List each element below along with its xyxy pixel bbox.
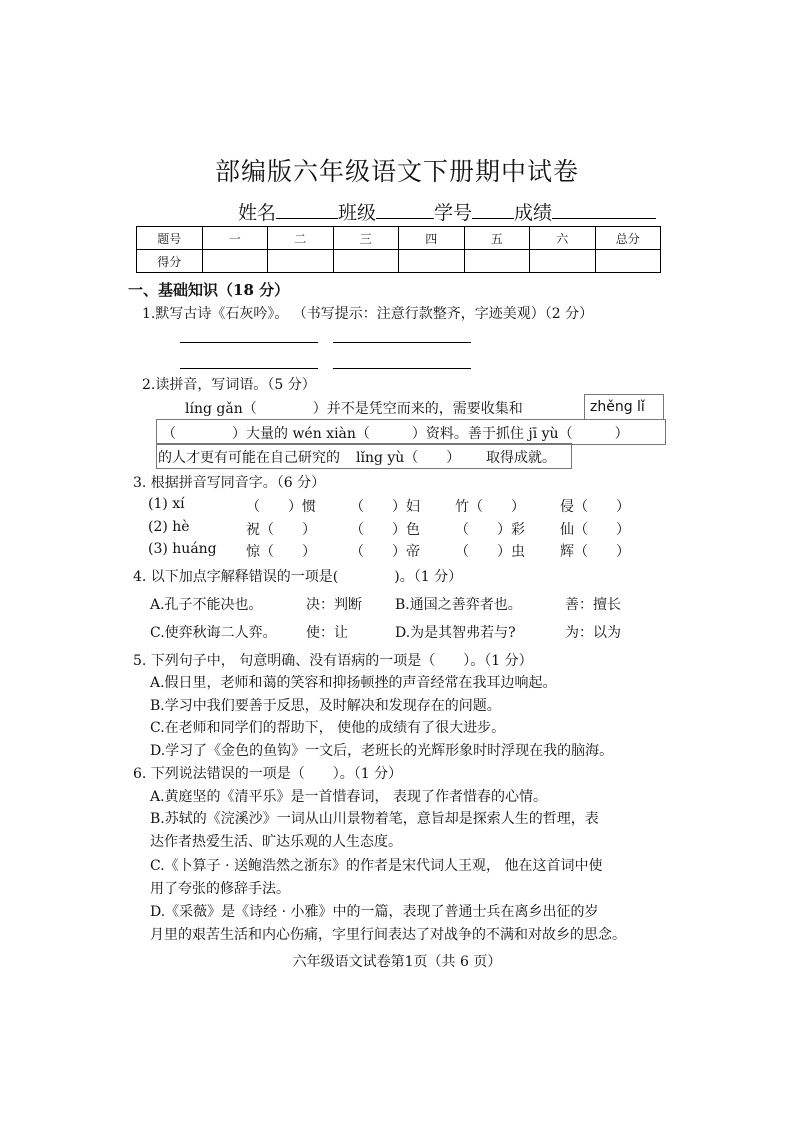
- q3-blank[interactable]: 侵（ ）: [560, 499, 630, 515]
- page-footer: 六年级语文试卷第1页（共 6 页）: [292, 954, 502, 970]
- q6-option-c[interactable]: C.《卜算子 · 送鲍浩然之浙东》的作者是宋代词人王观， 他在这首词中使: [150, 858, 603, 874]
- q3-blank[interactable]: 祝（ ）: [246, 522, 316, 538]
- name-label: 姓名: [238, 202, 277, 224]
- q3-blank[interactable]: （ ）虫: [455, 544, 525, 560]
- q4-option-b[interactable]: B.通国之善弈者也。: [395, 597, 522, 613]
- q4-option-c[interactable]: C.使弈秋诲二人弈。: [150, 625, 277, 641]
- q4-option-a[interactable]: A.孔子不能决也。: [150, 597, 263, 613]
- answer-line[interactable]: [333, 368, 471, 369]
- q2-zheng-li: zhěng lǐ: [590, 399, 645, 415]
- score-table-cell: 题号: [137, 227, 203, 250]
- answer-line[interactable]: [180, 368, 318, 369]
- q3-blank[interactable]: 竹（ ）: [455, 499, 525, 515]
- score-input-cell[interactable]: [595, 250, 661, 273]
- score-table-cell: 一: [202, 227, 268, 250]
- id-blank[interactable]: [472, 200, 514, 219]
- class-blank[interactable]: [376, 200, 434, 219]
- score-input-cell[interactable]: [333, 250, 399, 273]
- q3-blank[interactable]: （ ）色: [350, 522, 420, 538]
- q3-pinyin: (2) hè: [148, 519, 190, 535]
- q6-prompt: 6. 下列说法错误的一项是（ ）。（1 分）: [133, 766, 403, 782]
- q4-option-a-explain: 决：判断: [306, 597, 362, 613]
- score-table-score-row: [137, 250, 661, 273]
- q5-option-a[interactable]: A.假日里，老师和蔼的笑容和抑扬顿挫的声音经常在我耳边响起。: [150, 675, 557, 691]
- id-label: 学号: [434, 202, 473, 224]
- q3-blank[interactable]: （ ）彩: [455, 522, 525, 538]
- score-input-cell[interactable]: [464, 250, 530, 273]
- q6-option-d[interactable]: D.《采薇》是《诗经 · 小雅》中的一篇，表现了普通士兵在离乡出征的岁: [150, 904, 599, 920]
- answer-line[interactable]: [333, 342, 471, 343]
- q2-prompt: 2.读拼音，写词语。（5 分）: [142, 377, 316, 393]
- q3-pinyin: (1) xí: [148, 496, 185, 512]
- q3-blank[interactable]: （ ）惯: [246, 499, 316, 515]
- q3-blank[interactable]: 仙（ ）: [560, 522, 630, 538]
- section-heading: 一、基础知识（18 分）: [128, 281, 290, 299]
- q2-line1: líng gǎn（ ）并不是凭空而来的，需要收集和: [185, 401, 523, 417]
- q6-option-a[interactable]: A.黄庭坚的《清平乐》是一首惜春词， 表现了作者惜春的心情。: [150, 789, 548, 805]
- q3-blank[interactable]: （ ）帝: [350, 544, 420, 560]
- score-input-cell[interactable]: [202, 250, 268, 273]
- score-table: [136, 226, 661, 273]
- q3-blank[interactable]: 辉（ ）: [560, 544, 630, 560]
- q4-option-b-explain: 善：擅长: [565, 597, 621, 613]
- q4-prompt: 4. 以下加点字解释错误的一项是( )。（1 分）: [133, 569, 463, 585]
- q4-option-d[interactable]: D.为是其智弗若与?: [395, 625, 516, 641]
- class-label: 班级: [338, 202, 377, 224]
- q3-blank[interactable]: （ ）妇: [350, 499, 420, 515]
- q3-pinyin: (3) huáng: [148, 541, 217, 557]
- score-table-cell: 四: [399, 227, 465, 250]
- score-table-cell: 五: [464, 227, 530, 250]
- q4-option-d-explain: 为：以为: [565, 625, 621, 641]
- page-title: 部编版六年级语文下册期中试卷: [214, 157, 579, 186]
- q5-option-d[interactable]: D.学习了《金色的鱼钩》一文后，老班长的光辉形象时时浮现在我的脑海。: [150, 743, 614, 759]
- score-table-cell: 得分: [137, 250, 203, 273]
- q5-prompt: 5. 下列句子中， 句意明确、没有语病的一项是（ ）。（1 分）: [133, 653, 533, 669]
- name-blank[interactable]: [276, 200, 338, 219]
- q2-line3b: 取得成就。: [486, 450, 556, 466]
- score-input-cell[interactable]: [399, 250, 465, 273]
- q6-option-d-cont: 月里的艰苦生活和内心伤痛，字里行间表达了对战争的不满和对故乡的思念。: [150, 927, 626, 943]
- q1-prompt: 1.默写古诗《石灰吟》。 （书写提示：注意行款整齐，字迹美观）（2 分）: [142, 306, 594, 322]
- q3-prompt: 3. 根据拼音写同音字。（6 分）: [133, 475, 326, 491]
- q2-ling-yu: lǐng yù（ ）: [356, 450, 461, 466]
- q4-option-c-explain: 使：让: [306, 625, 348, 641]
- score-table-cell: 六: [530, 227, 596, 250]
- student-info-row: [238, 198, 656, 225]
- score-label: 成绩: [514, 202, 553, 224]
- q6-option-b-cont: 达作者热爱生活、旷达乐观的人生态度。: [150, 834, 402, 850]
- q5-option-c[interactable]: C.在老师和同学们的帮助下， 使他的成绩有了很大进步。: [150, 720, 506, 736]
- score-table-cell: 二: [268, 227, 334, 250]
- score-table-header-row: [137, 227, 661, 250]
- answer-line[interactable]: [180, 342, 318, 343]
- q2-line3a: 的人才更有可能在自己研究的: [158, 450, 340, 466]
- score-input-cell[interactable]: [268, 250, 334, 273]
- q6-option-c-cont: 用了夸张的修辞手法。: [150, 881, 290, 897]
- score-blank[interactable]: [552, 200, 656, 219]
- q6-option-b[interactable]: B.苏轼的《浣溪沙》一词从山川景物着笔，意旨却是探索人生的哲理，表: [150, 811, 599, 827]
- score-input-cell[interactable]: [530, 250, 596, 273]
- q5-option-b[interactable]: B.学习中我们要善于反思，及时解决和发现存在的问题。: [150, 698, 501, 714]
- q3-blank[interactable]: 惊（ ）: [246, 544, 316, 560]
- score-table-cell: 总分: [595, 227, 661, 250]
- q2-line2: （ ）大量的 wén xiàn（ ）资料。善于抓住 jī yù（ ）: [162, 426, 629, 442]
- score-table-cell: 三: [333, 227, 399, 250]
